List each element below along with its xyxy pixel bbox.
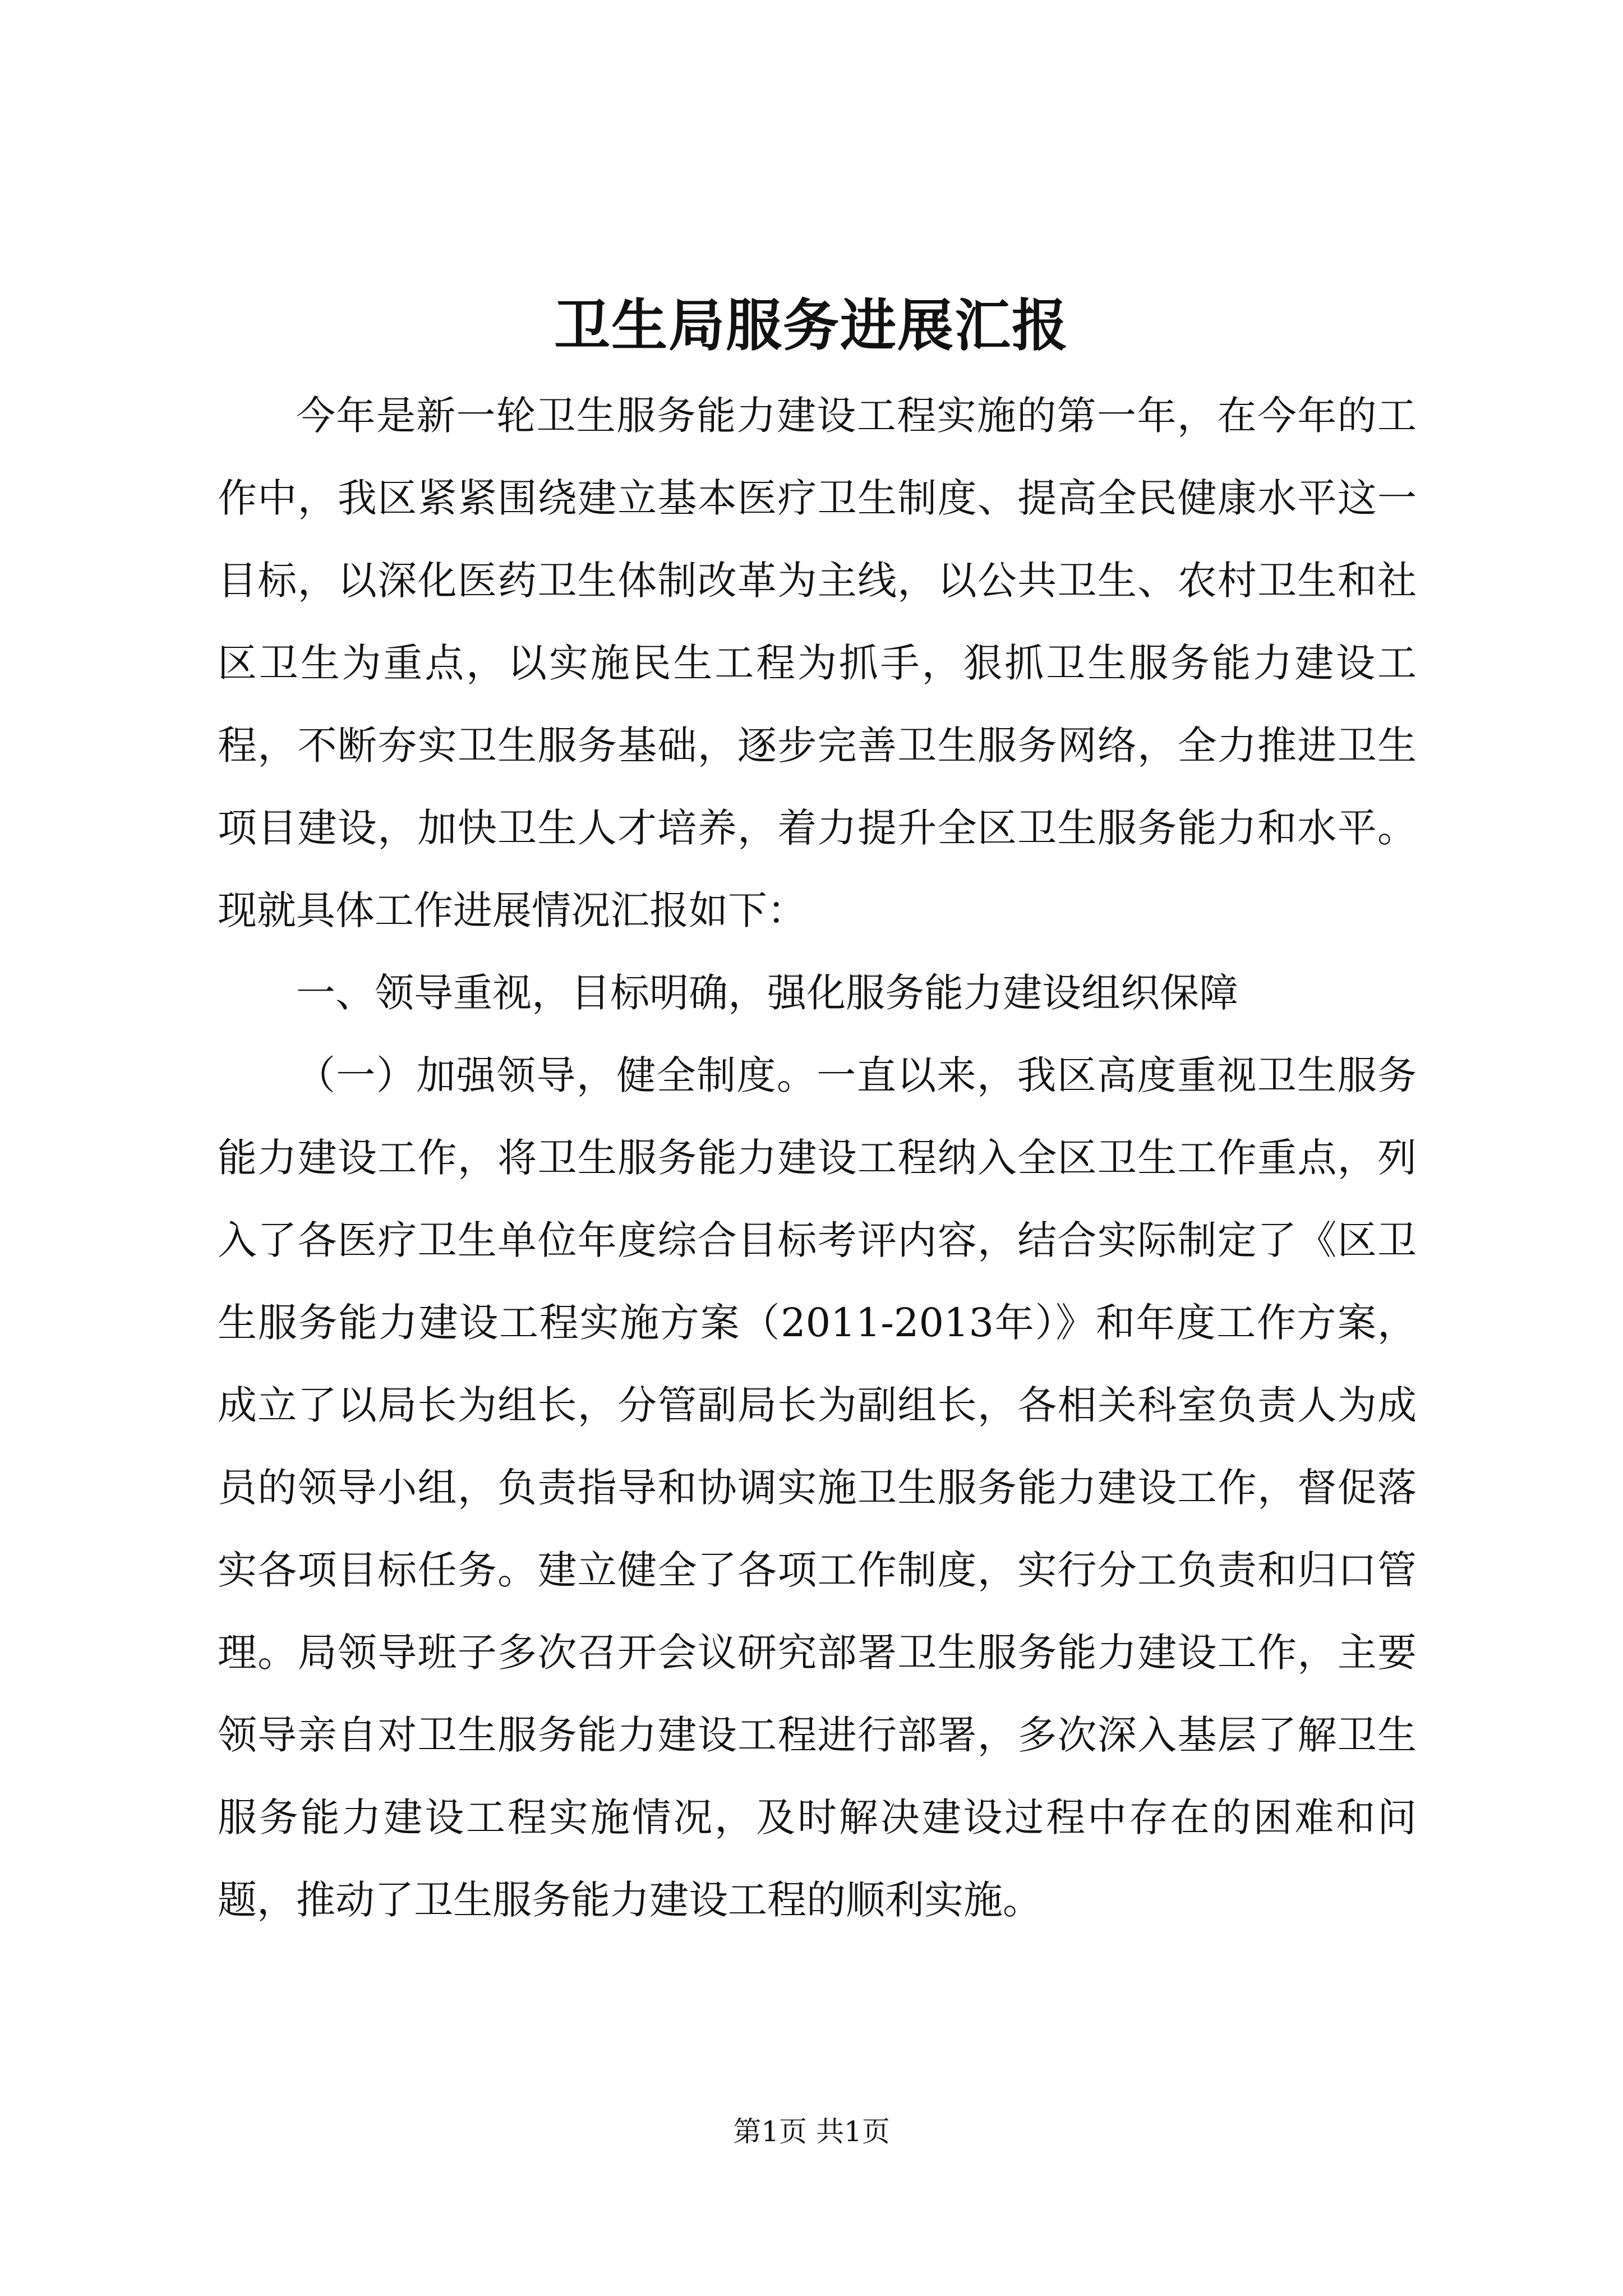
paragraph-intro: 今年是新一轮卫生服务能力建设工程实施的第一年，在今年的工作中，我区紧紧围绕建立基本医疗卫生制度、提高全民健康水平这一目标，以深化医药卫生体制改革为主线，以公共卫生、农村卫生和社区卫生为重点，以实施民生工程为抓手，狠抓卫生服务能力建设工程，不断夯实卫生服务基础，逐步完善卫生服务网络，全力推进卫生项目建设，加快卫生人才培养，着力提升全区卫生服务能力和水平。现就具体工作进展情况汇报如下： <box>218 393 1417 933</box>
page-footer: 第1页 共1页 <box>733 2115 890 2148</box>
paragraph-section-1-1: （一）加强领导，健全制度。一直以来，我区高度重视卫生服务能力建设工作，将卫生服务能力建设工程纳入全区卫生工作重点，列入了各医疗卫生单位年度综合目标考评内容，结合实际制定了《区卫生服务能力建设工程实施方案（2011-2013年）》和年度工作方案，成立了以局长为组长，分管副局长为副组长，各相关科室负责人为成员的领导小组，负责指导和协调实施卫生服务能力建设工作，督促落实各项目标任务。建立健全了各项工作制度，实行分工负责和归口管理。局领导班子多次召开会议研究部署卫生服务能力建设工作，主要领导亲自对卫生服务能力建设工程进行部署，多次深入基层了解卫生服务能力建设工程实施情况，及时解决建设过程中存在的困难和问题，推动了卫生服务能力建设工程的顺利实施。 <box>218 1052 1417 1923</box>
section-heading-1: 一、领导重视，目标明确，强化服务能力建设组织保障 <box>296 970 1238 1016</box>
document-body <box>218 375 1417 1941</box>
document-title: 卫生局服务进展汇报 <box>554 292 1069 358</box>
